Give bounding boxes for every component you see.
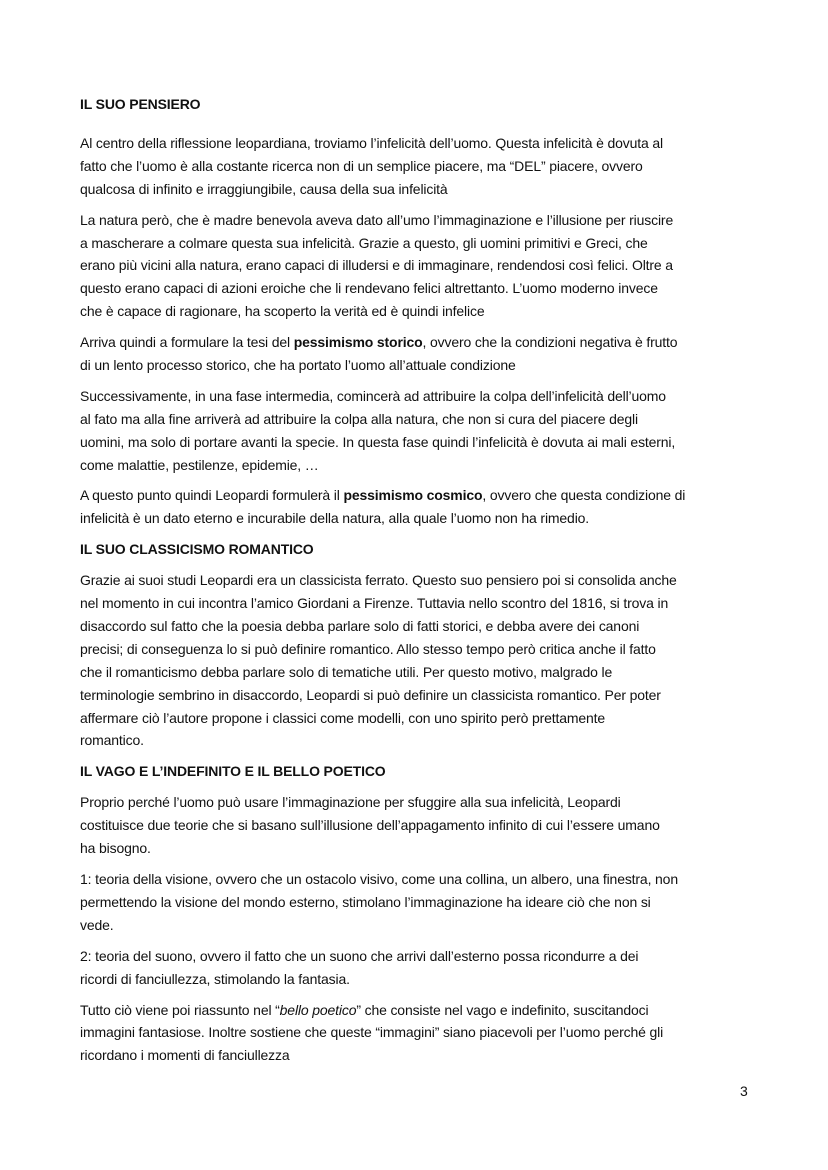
paragraph	[80, 945, 780, 991]
text-segment: 2: teoria del suono, ovvero il fatto che un suono che arrivi dall’esterno possa ricondurre a dei	[80, 947, 639, 964]
text-segment: al fato ma alla fine arriverà ad attribuire la colpa alla natura, che non si cura del piacere degli	[80, 410, 638, 427]
text-line	[80, 507, 780, 530]
text-line	[80, 891, 780, 914]
text-line	[80, 868, 780, 891]
text-segment: Al centro della riflessione leopardiana, troviamo l’infelicità dell’uomo. Questa infelicità è dovuta al	[80, 135, 663, 151]
text-line	[80, 484, 780, 507]
text-line	[80, 1044, 780, 1067]
text-line	[80, 331, 780, 354]
text-segment: precisi; di conseguenza lo si può definire romantico. Allo stesso tempo però critica anche il fatto	[80, 640, 656, 657]
text-segment: questo erano capaci di azioni eroiche che li rendevano felici altrettanto. L’uomo moderno invece	[80, 280, 658, 297]
text-line	[80, 945, 780, 968]
text-segment: ha bisogno.	[80, 840, 151, 857]
text-line	[80, 707, 780, 730]
bold-term: pessimismo cosmico	[343, 487, 483, 504]
text-segment: 1: teoria della visione, ovvero che un ostacolo visivo, come una collina, un albero, una finestra, non	[80, 871, 678, 888]
text-line	[80, 277, 780, 300]
section-heading: IL VAGO E L’INDEFINITO E IL BELLO POETICO	[80, 763, 386, 780]
text-line	[80, 1021, 780, 1044]
text-line	[80, 254, 780, 277]
text-line	[80, 615, 780, 638]
text-line	[80, 814, 780, 837]
text-line	[80, 914, 780, 937]
text-segment: nel momento in cui incontra l’amico Giordani a Firenze. Tuttavia nello scontro del 1816, si trova in	[80, 595, 669, 612]
paragraph	[80, 209, 780, 323]
text-line	[80, 155, 780, 178]
text-segment: Tutto ciò viene poi riassunto nel “	[80, 1001, 280, 1018]
section-heading: IL SUO CLASSICISMO ROMANTICO	[80, 541, 314, 558]
text-line	[80, 300, 780, 323]
text-segment: ricordano i momenti di fanciullezza	[80, 1047, 290, 1064]
text-line	[80, 408, 780, 431]
paragraph	[80, 132, 780, 201]
text-segment: Successivamente, in una fase intermedia, comincerà ad attribuire la colpa dell’infelicità dell’uomo	[80, 387, 666, 404]
page-number: 3	[740, 1083, 748, 1099]
text-segment: che il romanticismo debba parlare solo di tematiche utili. Per questo motivo, malgrado le	[80, 663, 613, 680]
text-segment: Proprio perché l’uomo può usare l’immaginazione per sfuggire alla sua infelicità, Leopardi	[80, 794, 621, 811]
text-segment: Arriva quindi a formulare la tesi del	[80, 334, 294, 351]
text-segment: a mascherare a colmare questa sua infelicità. Grazie a questo, gli uomini primitivi e Greci, che	[80, 234, 648, 251]
section-heading: IL SUO PENSIERO	[80, 96, 201, 112]
text-segment: affermare ciò l’autore propone i classici come modelli, con uno spirito però prettamente	[80, 709, 606, 726]
paragraph	[80, 484, 780, 530]
text-segment: di un lento processo storico, che ha portato l’uomo all’attuale condizione	[80, 357, 516, 374]
text-segment: come malattie, pestilenze, epidemie, …	[80, 456, 319, 473]
text-line	[80, 968, 780, 991]
text-line	[80, 178, 780, 201]
text-segment: fatto che l’uomo è alla costante ricerca non di un semplice piacere, ma “DEL” piacere, ovvero	[80, 157, 643, 174]
paragraph	[80, 999, 780, 1068]
text-segment: ricordi di fanciullezza, stimolando la fantasia.	[80, 970, 350, 987]
text-segment: ” che consiste nel vago e indefinito, suscitandoci	[356, 1001, 649, 1018]
text-line	[80, 729, 780, 752]
text-line	[80, 837, 780, 860]
text-segment: romantico.	[80, 732, 144, 749]
text-line	[80, 791, 780, 814]
text-line	[80, 132, 780, 155]
text-segment: infelicità è un dato eterno e incurabile della natura, alla quale l’uomo non ha rimedio.	[80, 510, 590, 527]
text-line	[80, 661, 780, 684]
text-segment: terminologie sembrino in disaccordo, Leopardi si può definire un classicista romantico. Per poter	[80, 686, 661, 703]
text-line	[80, 569, 780, 592]
text-line	[80, 354, 780, 377]
text-segment: che è capace di ragionare, ha scoperto la verità ed è quindi infelice	[80, 303, 485, 320]
text-line	[80, 454, 780, 477]
paragraph	[80, 791, 780, 860]
text-line	[80, 999, 780, 1022]
text-segment: immagini fantasiose. Inoltre sostiene che queste “immagini” siano piacevoli per l’uomo perché gli	[80, 1024, 664, 1041]
paragraph	[80, 331, 780, 377]
text-segment: erano più vicini alla natura, erano capaci di illudersi e di immaginare, rendendosi così felici. Oltre a	[80, 257, 673, 274]
text-segment: qualcosa di infinito e irraggiungibile, causa della sua infelicità	[80, 180, 448, 197]
paragraph	[80, 569, 780, 752]
text-line	[80, 592, 780, 615]
text-segment: vede.	[80, 916, 114, 933]
text-segment: , ovvero che questa condizione di	[482, 487, 686, 504]
italic-term: bello poetico	[279, 1001, 357, 1018]
text-line	[80, 431, 780, 454]
bold-term: pessimismo storico	[293, 334, 423, 351]
text-segment: uomini, ma solo di portare avanti la specie. In questa fase quindi l’infelicità è dovuta ai mali esterni,	[80, 433, 676, 450]
document-body	[80, 93, 780, 1075]
text-segment: La natura però, che è madre benevola aveva dato all’umo l’immaginazione e l’illusione per riuscire	[80, 211, 674, 228]
text-line	[80, 385, 780, 408]
text-segment: Grazie ai suoi studi Leopardi era un classicista ferrato. Questo suo pensiero poi si consolida anche	[80, 572, 677, 589]
paragraph	[80, 385, 780, 477]
text-segment: , ovvero che la condizioni negativa è frutto	[422, 334, 678, 351]
text-segment: permettendo la visione del mondo esterno, stimolano l’immaginazione ha ideare ciò che non si	[80, 893, 651, 910]
text-line	[80, 209, 780, 232]
text-segment: A questo punto quindi Leopardi formulerà il	[80, 487, 344, 504]
text-line	[80, 684, 780, 707]
paragraph	[80, 868, 780, 937]
text-segment: disaccordo sul fatto che la poesia debba parlare solo di fatti storici, e debba avere dei canoni	[80, 618, 640, 635]
text-segment: costituisce due teorie che si basano sull’illusione dell’appagamento infinito di cui l’essere umano	[80, 817, 660, 834]
text-line	[80, 638, 780, 661]
text-line	[80, 232, 780, 255]
